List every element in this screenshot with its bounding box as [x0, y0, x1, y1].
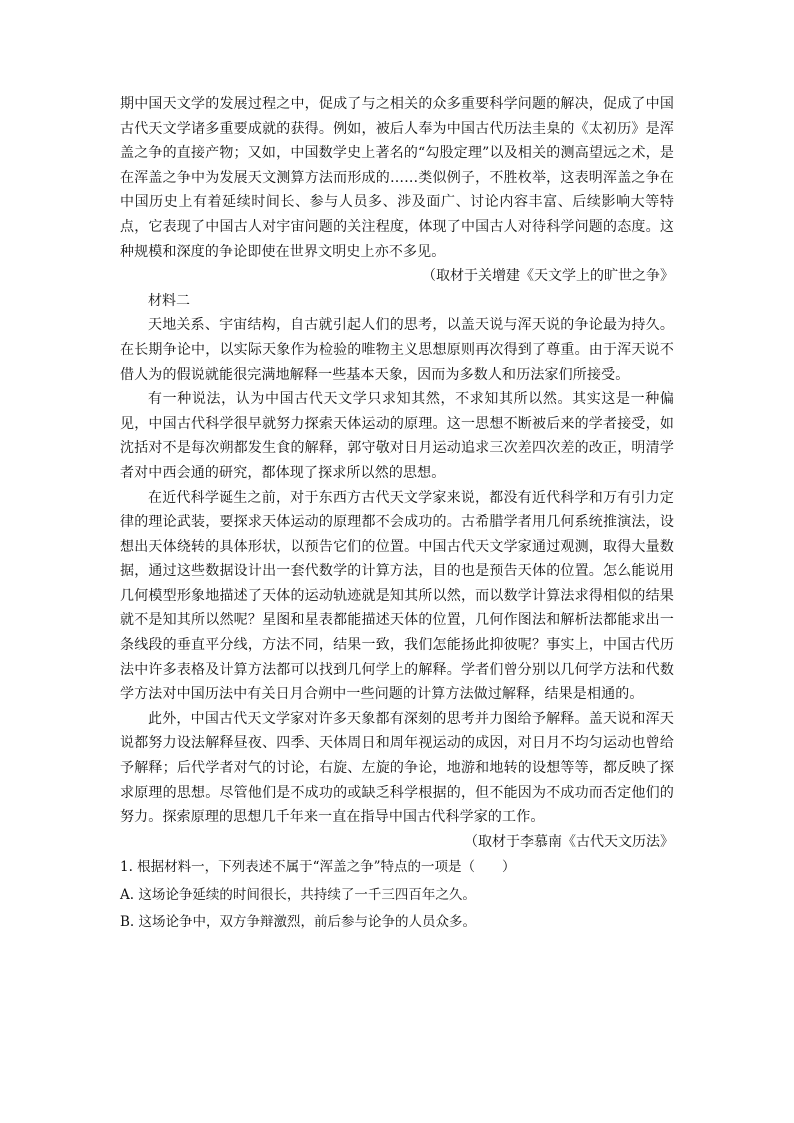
material2-heading: 材料二 — [148, 292, 190, 309]
option-a: A. 这场论争延续的时间很长，共持续了一千三四百年之久。 — [120, 886, 476, 903]
material2-paragraph: 在近代科学诞生之前，对于东西方古代天文学家来说，都没有近代科学和万有引力定律的理论武装，要探求天体运动的原理都不会成功的。古希腊学者用几何系统推演法，设想出天体绕转的具体形状，以预告它们的位置。中国古代天文学家通过观测，取得大量数据，通过这些数据设计出一套代数学的计算方法，目的也是预告天体的位置。怎么能说用几何模型形象地描述了天体的运动轨迹就是知其所以然，而以数学计算法求得相似的结果就不是知其所以然呢？星图和星表都能描述天体的位置，几何作图法和解析法都能求出一条线段的垂直平分线，方法不同，结果一致，我们怎能扬此抑彼呢？事实上，中国古代历法中许多表格及计算方法都可以找到几何学上的解释。学者们曾分别以几何学方法和代数学方法对中国历法中有关日月合朔中一些问题的计算方法做过解释，结果是相通的。 — [120, 489, 674, 703]
material2-paragraph: 此外，中国古代天文学家对许多天象都有深刻的思考并力图给予解释。盖天说和浑天说都努力设法解释昼夜、四季、天体周日和周年视运动的成因，对日月不均匀运动也曾给予解释；后代学者对气的讨论，右旋、左旋的争论，地游和地转的设想等等，都反映了探求原理的思想。尽管他们是不成功的或缺乏科学根据的，但不能因为不成功而否定他们的努力。探索原理的思想几千年来一直在指导中国古代科学家的工作。 — [120, 710, 674, 826]
material2-paragraph: 天地关系、宇宙结构，自古就引起人们的思考，以盖天说与浑天说的争论最为持久。在长期争论中，以实际天象作为检验的唯物主义思想原则再次得到了尊重。由于浑天说不借人为的假说就能很完满地解释一些基本天象，因而为多数人和历法家们所接受。 — [120, 317, 674, 383]
question-stem: 1. 根据材料一，下列表述不属于“浑盖之争”特点的一项是（ ） — [120, 859, 516, 876]
material2-source: （取材于李慕南《古代天文历法》 — [464, 833, 674, 850]
material1-paragraph: 期中国天文学的发展过程之中，促成了与之相关的众多重要科学问题的解决，促成了中国古代天文学诸多重要成就的获得。例如，被后人奉为中国古代历法圭臬的《太初历》是浑盖之争的直接产物；又如，中国数学史上著名的“勾股定理”以及相关的测高望远之术，是在浑盖之争中为发展天文测算方法而形成的……类似例子，不胜枚举，这表明浑盖之争在中国历史上有着延续时间长、参与人员多、涉及面广、讨论内容丰富、后续影响大等特点，它表现了中国古人对宇宙问题的关注程度，体现了中国古人对待科学问题的态度。这种规模和深度的争论即使在世界文明史上亦不多见。 — [120, 96, 674, 260]
option-b: B. 这场论争中，双方争辩激烈，前后参与论争的人员众多。 — [120, 914, 477, 931]
material1-source: （取材于关增建《天文学上的旷世之争》 — [422, 268, 674, 285]
document-page — [120, 92, 674, 937]
material2-paragraph: 有一种说法，认为中国古代天文学只求知其然，不求知其所以然。其实这是一种偏见，中国古代科学很早就努力探索天体运动的原理。这一思想不断被后来的学者接受，如沈括对不是每次朔都发生食的解释，郭守敬对日月运动追求三次差四次差的改正，明清学者对中西会通的研究，都体现了探求所以然的思想。 — [120, 391, 674, 481]
